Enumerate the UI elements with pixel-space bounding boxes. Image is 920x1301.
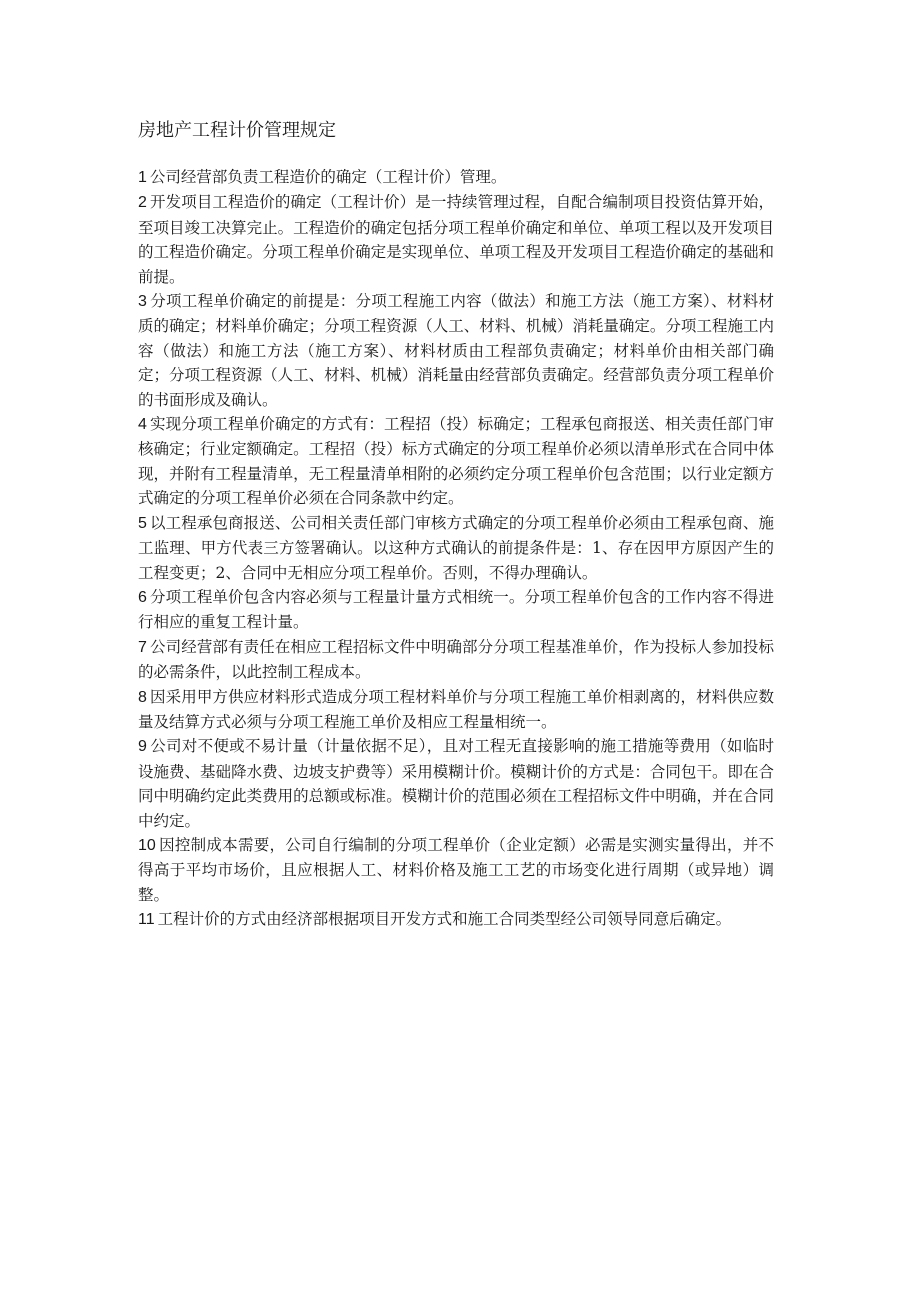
clause-text: 分项工程单价包含内容必须与工程量计量方式相统一。分项工程单价包含的工作内容不得进行相应的重复工程计量。 [138, 587, 774, 632]
clause-text: 因采用甲方供应材料形式造成分项工程材料单价与分项工程施工单价相剥离的，材料供应数量及结算方式必须与分项工程施工单价及相应工程量相统一。 [138, 687, 774, 731]
clause-text: 实现分项工程单价确定的方式有：工程招（投）标确定；工程承包商报送、相关责任部门审核确定；行业定额确定。工程招（投）标方式确定的分项工程单价必须以清单形式在合同中体现，并附有工程量清单，无工程量清单相附的必须约定分项工程单价包含范围；以行业定额方式确定的分项工程单价必须在合同条款中约定。 [138, 415, 774, 508]
clause-item [138, 289, 774, 412]
clause-number: 9 [138, 738, 147, 756]
clause-text: 分项工程单价确定的前提是：分项工程施工内容（做法）和施工方法（施工方案）、材料材质的确定；材料单价确定；分项工程资源（人工、材料、机械）消耗量确定。分项工程施工内容（做法）和施工方法（施工方案）、材料材质由工程部负责确定；材料单价由相关部门确定；分项工程资源（人工、材料、机械）消耗量由经营部负责确定。经营部负责分项工程单价的书面形成及确认。 [138, 292, 774, 409]
document-body [138, 165, 774, 933]
clause-item [138, 585, 774, 635]
clause-item [138, 907, 774, 932]
clause-item [138, 190, 774, 289]
clause-number: 2 [138, 194, 147, 212]
clause-item [138, 635, 774, 685]
document-title: 房地产工程计价管理规定 [138, 120, 336, 141]
clause-number: 6 [138, 588, 147, 606]
clause-number: 1 [138, 169, 147, 186]
clause-text: 以工程承包商报送、公司相关责任部门审核方式确定的分项工程单价必须由工程承包商、施工监理、甲方代表三方签署确认。以这种方式确认的前提条件是：1、存在因甲方原因产生的工程变更；2、合同中无相应分项工程单价。否则，不得办理确认。 [138, 513, 774, 582]
clause-text: 公司经营部负责工程造价的确定（工程计价）管理。 [149, 168, 507, 186]
clause-number: 5 [138, 514, 147, 532]
clause-text: 开发项目工程造价的确定（工程计价）是一持续管理过程，自配合编制项目投资估算开始，至项目竣工决算完止。工程造价的确定包括分项工程单价确定和单位、单项工程以及开发项目的工程造价确定。分项工程单价确定是实现单位、单项工程及开发项目工程造价确定的基础和前提。 [138, 193, 774, 286]
clause-number: 3 [138, 293, 147, 311]
clause-text: 因控制成本需要，公司自行编制的分项工程单价（企业定额）必需是实测实量得出，并不得高于平均市场价，且应根据人工、材料价格及施工工艺的市场变化进行周期（或异地）调整。 [138, 835, 774, 904]
clause-number: 11 [138, 911, 155, 929]
clause-item [138, 511, 774, 585]
clause-text: 公司对不便或不易计量（计量依据不足），且对工程无直接影响的施工措施等费用（如临时设施费、基础降水费、边坡支护费等）采用模糊计价。模糊计价的方式是：合同包干。即在合同中明确约定此类费用的总额或标准。模糊计价的范围必须在工程招标文件中明确，并在合同中约定。 [138, 737, 774, 830]
clause-item [138, 833, 774, 907]
clause-number: 10 [138, 836, 156, 854]
clause-number: 7 [138, 638, 147, 656]
clause-item [138, 685, 774, 735]
clause-item [138, 412, 774, 511]
clause-number: 4 [138, 416, 147, 434]
clause-item [138, 734, 774, 833]
clause-number: 8 [138, 688, 147, 706]
clause-text: 工程计价的方式由经济部根据项目开发方式和施工合同类型经公司领导同意后确定。 [157, 910, 732, 929]
clause-item [138, 165, 774, 190]
clause-text: 公司经营部有责任在相应工程招标文件中明确部分分项工程基准单价，作为投标人参加投标的必需条件，以此控制工程成本。 [138, 637, 774, 682]
